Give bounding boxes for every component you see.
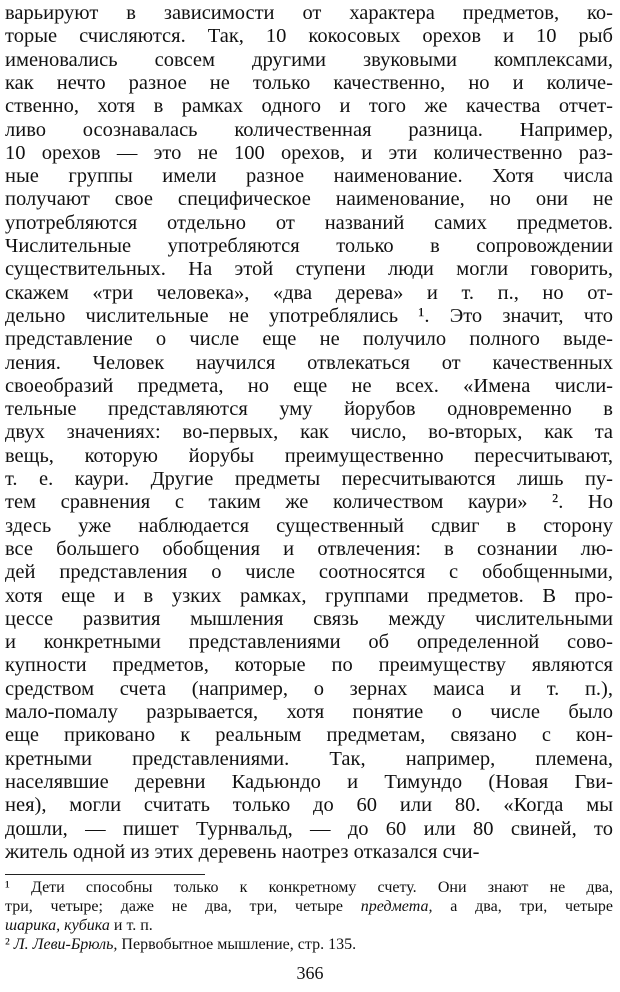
footnote-divider	[5, 874, 205, 875]
text-line: именовались совсем другими звуковыми комплексами,	[5, 48, 613, 71]
footnote-text: а два, три, четыре	[432, 898, 613, 916]
text-line: своеобразий предмета, но еще не всех. «Имена числи-	[5, 374, 613, 397]
text-line: торые счисляются. Так, 10 кокосовых орехов и 10 рыб	[5, 25, 613, 48]
text-line: варьируют в зависимости от характера предметов, ко-	[5, 2, 613, 24]
text-line: как нечто разное не только качественно, но и количе-	[5, 71, 613, 94]
text-line: нея), могли считать только до 60 или 80. «Когда мы	[5, 794, 613, 817]
text-line: получают свое специфическое наименование, но они не	[5, 188, 613, 211]
text-line: скажем «три человека», «два дерева» и т. п., но от-	[5, 281, 613, 304]
text-line: цессе развития мышления связь между числительными	[5, 607, 613, 630]
text-line: дошли, — пишет Турнвальд, — до 60 или 80 свиней, то	[5, 817, 613, 840]
text-line: житель одной из этих деревень наотрез отказался счи-	[5, 840, 480, 863]
footnote-italic: шарика, кубика	[5, 917, 110, 935]
text-line: представление о числе еще не получило полного выде-	[5, 328, 613, 351]
text-line: мало-помалу разрывается, хотя понятие о числе было	[5, 701, 613, 723]
text-line: употребляются отдельно от названий самих предметов.	[5, 211, 613, 234]
text-line: хотя еще и в узких рамках, группами предметов. В про-	[5, 584, 613, 607]
text-line: существительных. На этой ступени люди могли говорить,	[5, 258, 613, 281]
text-line: Числительные употребляются только в сопровождении	[5, 235, 613, 257]
text-line: тельные представляются уму йорубов одновременно в	[5, 398, 613, 421]
footnote-text: Первобытное мышление, стр. 135.	[117, 936, 357, 954]
footnote-1-line: ¹ Дети способны только к конкретному счету. Они знают не два,	[5, 879, 613, 897]
text-line: вещь, которую йорубы преимущественно пересчитывают,	[5, 444, 613, 467]
text-line: все большего обобщения и отвлечения: в сознании лю-	[5, 537, 613, 560]
footnote-2	[5, 935, 613, 954]
footnote-italic: предмета,	[360, 898, 433, 916]
text-line: средством счета (например, о зернах маиса и т. п.),	[5, 677, 613, 700]
text-line: ственно, хотя в рамках одного и того же качества отчет-	[5, 95, 613, 118]
footnote-text: три, четыре; даже не два, три, четыре	[5, 898, 361, 916]
footnote-text: и т. п.	[109, 917, 153, 935]
text-line: населявшие деревни Кадьюндо и Тимундо (Новая Гви-	[5, 770, 613, 793]
text-line: дей представления о числе соотносятся с обобщенными,	[5, 561, 613, 584]
text-line: двух значениях: во-первых, как число, во-вторых, как та	[5, 421, 613, 444]
footnote-marker: ²	[5, 936, 14, 954]
footnote-1-line	[5, 897, 613, 916]
text-line: тем сравнения с таким же количеством каури» ². Но	[5, 491, 613, 514]
footnote-1-line	[5, 916, 613, 935]
text-line: здесь уже наблюдается существенный сдвиг в сторону	[5, 514, 613, 537]
footnote-author: Л. Леви-Брюль,	[13, 936, 118, 954]
text-line: 10 орехов — это не 100 орехов, и эти количественно раз-	[5, 141, 613, 164]
text-line: кретными представлениями. Так, например, племена,	[5, 747, 613, 770]
text-line: еще приковано к реальным предметам, связано с кон-	[5, 724, 613, 747]
text-line: дельно числительные не употреблялись ¹. Это значит, что	[5, 304, 613, 327]
text-line: ные группы имели разное наименование. Хотя числа	[5, 165, 613, 188]
page-number: 366	[296, 963, 324, 984]
text-line: т. е. каури. Другие предметы пересчитываются лишь пу-	[5, 468, 613, 490]
text-line: купности предметов, которые по преимуществу являются	[5, 654, 613, 677]
text-line: ления. Человек научился отвлекаться от качественных	[5, 351, 613, 374]
text-line: ливо осознавалась количественная разница. Например,	[5, 118, 613, 141]
text-line: и конкретными представлениями об определенной сово-	[5, 631, 613, 654]
